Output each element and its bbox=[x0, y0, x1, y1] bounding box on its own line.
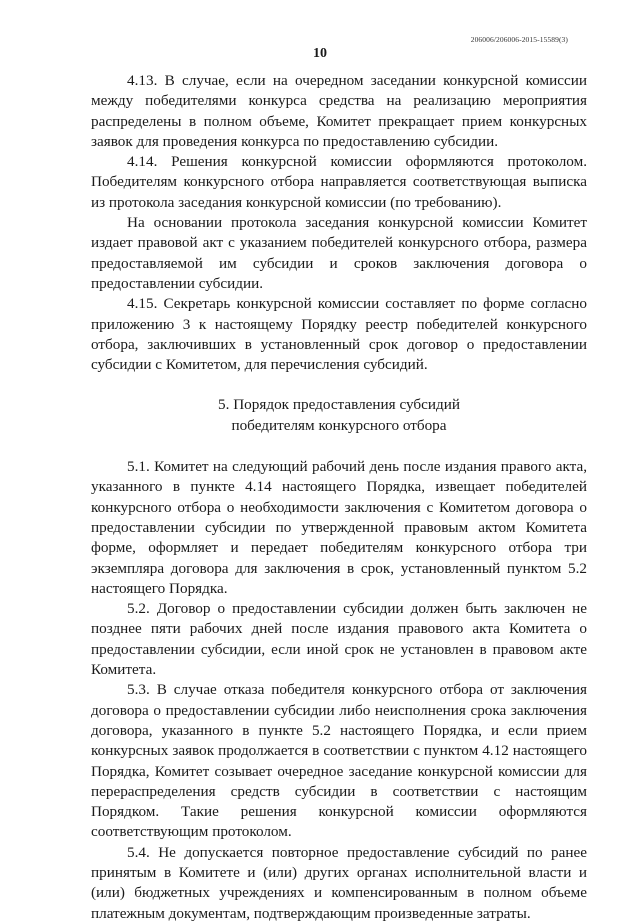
document-body bbox=[91, 71, 587, 924]
page-number: 10 bbox=[313, 46, 327, 61]
paragraph-legal-act: На основании протокола заседания конкурсной комиссии Комитет издает правовой акт с указанием победителей конкурсного отбора, размера предоставляемой им субсидии и сроков заключения договора о предоставлении субсидии. bbox=[91, 214, 587, 292]
section-heading bbox=[91, 395, 587, 436]
section-heading-line2: победителям конкурсного отбора bbox=[231, 416, 447, 434]
paragraph-5-2: 5.2. Договор о предоставлении субсидии должен быть заключен не позднее пяти рабочих дней после издания правового акта Комитета о предоставлении субсидии, если иной срок не установлен в правовом акте Комитета. bbox=[91, 600, 587, 679]
doc-code: 206006/206006-2015-15589(3) bbox=[470, 35, 568, 44]
paragraph-5-3: 5.3. В случае отказа победителя конкурсного отбора от заключения договора о предоставлении субсидии либо неисполнения срока заключения договора, указанного в пункте 5.2 настоящего Порядка, и если прием конкурсных заявок продолжается в соответствии с пунктом 4.12 настоящего Порядка, Комитет созывает очередное заседание конкурсной комиссии для перераспределения средств субсидии в соответствии с настоящим Порядком. Такие решения конкурсной комиссии оформляются соответствующим протоколом. bbox=[91, 681, 587, 841]
section-heading-line1: 5. Порядок предоставления субсидий bbox=[218, 396, 460, 414]
paragraph-4-14: 4.14. Решения конкурсной комиссии оформляются протоколом. Победителям конкурсного отбора направляется соответствующая выписка из протокола заседания конкурсной комиссии (по требованию). bbox=[91, 153, 587, 211]
paragraph-4-15: 4.15. Секретарь конкурсной комиссии составляет по форме согласно приложению 3 к настоящему Порядку реестр победителей конкурсного отбора, заключивших в установленный срок договор о предоставлении субсидии с Комитетом, для перечисления субсидий. bbox=[91, 295, 587, 374]
paragraph-4-13: 4.13. В случае, если на очередном заседании конкурсной комиссии между победителями конкурса средства на реализацию мероприятия распределены в полном объеме, Комитет прекращает прием конкурсных заявок для проведения конкурса по предоставлению субсидии. bbox=[91, 72, 587, 150]
paragraph-5-1: 5.1. Комитет на следующий рабочий день после издания правого акта, указанного в пункте 4.14 настоящего Порядка, извещает победителей конкурсного отбора о необходимости заключения с Комитетом договора о предоставлении субсидии по утвержденной правовым актом Комитета форме, оформляет и передает победителям конкурсного отбора три экземпляра договора для заключения в срок, установленный пунктом 5.2 настоящего Порядка. bbox=[91, 458, 587, 597]
paragraph-5-4: 5.4. Не допускается повторное предоставление субсидий по ранее принятым в Комитете и (или) других органах исполнительной власти и (или) бюджетных учреждениях и компенсированным в полном объеме платежным документам, подтверждающим произведенные затраты. bbox=[91, 843, 587, 922]
